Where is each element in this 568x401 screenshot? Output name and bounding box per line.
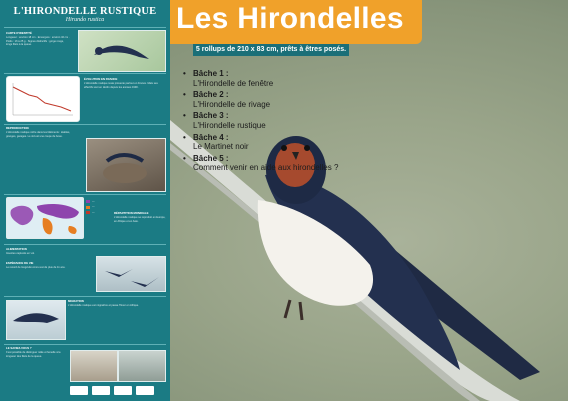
- divider: [4, 344, 166, 345]
- partner-logo: [114, 386, 132, 395]
- bullet-icon: •: [183, 90, 186, 100]
- identity-section: CARTE D'IDENTITÉ Longueur : environ 18 cm · Envergure : environ 32 cm · Poids : 16 à 25 g · Signes distinctifs : gorge rouge, longs filets à la queue.: [6, 31, 70, 47]
- food-section: ALIMENTATION Insectes capturés en vol.: [6, 247, 35, 256]
- divider: [4, 27, 166, 28]
- divider: [4, 73, 166, 74]
- partner-logo: [136, 386, 154, 395]
- list-item: • Bâche 5 :: [183, 153, 229, 163]
- divider: [4, 296, 166, 297]
- evolution-chart: [6, 76, 80, 122]
- bird-thumbnail: [78, 30, 166, 72]
- tarp-list: [183, 69, 363, 175]
- list-item: • Bâche 2 :: [183, 90, 229, 100]
- reproduction-section: REPRODUCTION L'Hirondelle rustique niche dans les bâtiments : étables, granges, garages. Le nid est une coupe de boue.: [6, 126, 71, 138]
- subtitle-bar: 5 rollups de 210 x 83 cm, prêts à êtres posés.: [193, 44, 349, 56]
- partner-logo: [92, 386, 110, 395]
- map-legend: — — —: [86, 200, 128, 214]
- pair-photo-1: [70, 350, 118, 382]
- migrating-swallow: [7, 301, 65, 339]
- list-item-desc: Comment venir en aide aux hirondelles ?: [193, 163, 339, 173]
- bullet-icon: •: [183, 153, 186, 163]
- list-item: • Bâche 4 :: [183, 132, 229, 142]
- list-item-desc: Le Martinet noir: [193, 142, 249, 152]
- migration-section: MIGRATION L'Hirondelle rustique est migratrice et passe l'hiver en Afrique.: [68, 299, 139, 308]
- list-item: • Bâche 1 :: [183, 69, 229, 78]
- poster-title: L'HIRONDELLE RUSTIQUE: [13, 6, 157, 17]
- partner-logo: [70, 386, 88, 395]
- distribution-section: RÉPARTITION MONDIALE L'Hirondelle rustique se reproduit en Europe, en Afrique et en Asie.: [114, 211, 166, 223]
- lifespan-section: ESPÉRANCE DE VIE Le record de longévité connu est de plus de 11 ans.: [6, 261, 66, 270]
- main-title: Les Hirondelles: [176, 2, 404, 35]
- divider: [4, 244, 166, 245]
- trend-line: [7, 77, 79, 121]
- bullet-icon: •: [183, 69, 186, 78]
- world-map: [6, 197, 84, 239]
- bird-silhouette: [79, 31, 165, 71]
- nest-illustration: [87, 139, 165, 191]
- bullet-icon: •: [183, 111, 186, 121]
- list-item-desc: L'Hirondelle de rivage: [193, 99, 271, 109]
- pair-photo-2: [118, 350, 166, 382]
- divider: [4, 194, 166, 195]
- flying-swallows-photo: [96, 256, 166, 292]
- evolution-section: ÉVOLUTION EN FRANCE L'Hirondelle rustique reste présente partout en France. Mais ses effectifs sont en déclin depuis les années 1990.: [84, 77, 158, 89]
- bullet-icon: •: [183, 132, 186, 142]
- flying-swallows: [97, 257, 165, 291]
- title-banner: [170, 0, 422, 44]
- list-item-desc: L'Hirondelle de fenêtre: [193, 78, 274, 88]
- divider: [4, 124, 166, 125]
- distribution-map: [7, 198, 83, 238]
- poster-panel: [0, 0, 170, 401]
- nest-photo: [86, 138, 166, 192]
- migration-photo: [6, 300, 66, 340]
- list-item: • Bâche 3 :: [183, 111, 229, 121]
- did-you-know-section: LE SAVIEZ-VOUS ? Il est possible de distinguer mâle et femelle à la longueur des filets de la queue.: [6, 346, 61, 358]
- poster-subtitle: Hirundo rustica: [65, 17, 105, 23]
- swallow-feet: [285, 300, 302, 320]
- list-item-desc: L'Hirondelle rustique: [193, 120, 266, 130]
- partner-logos: [70, 384, 164, 396]
